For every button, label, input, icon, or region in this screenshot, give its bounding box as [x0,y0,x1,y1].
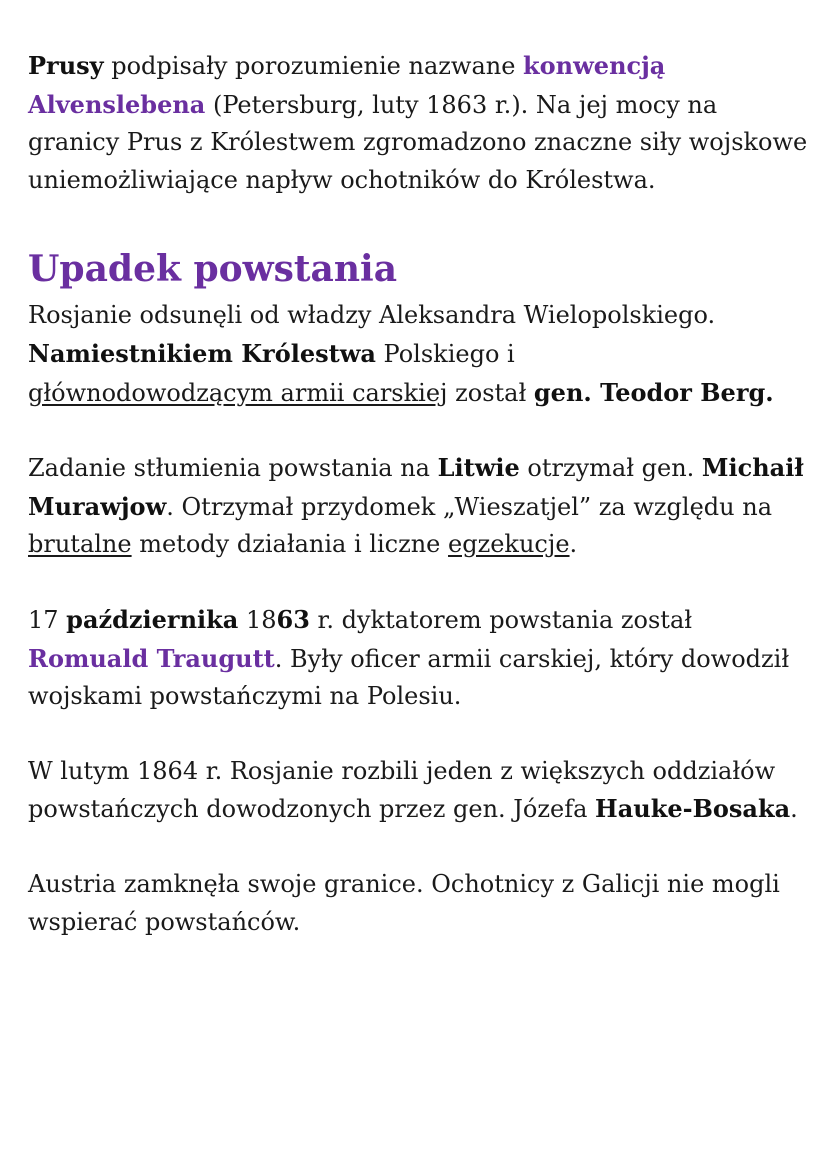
paragraph-murawjow: Zadanie stłumienia powstania na Litwie otrzymał gen. Michaił Murawjow. Otrzymał przydomek „Wieszatjel” za względu na brutalne metody działania i liczne egzekucje. [28,453,804,559]
term-namiestnik: Namiestnikiem Królestwa [28,338,376,368]
term-traugutt: Romuald Traugutt [28,643,275,673]
term-litwie: Litwie [437,453,520,483]
term-prusy: Prusy [28,51,104,80]
term-year-63: 63 [276,604,310,634]
term-glownodowodzacy: głównodowodzącym armii carskiej [28,378,448,407]
term-egzekucje: egzekucje [448,530,570,559]
term-murawjow: Michaił Murawjow [28,453,804,521]
paragraph-hauke-bosak: W lutym 1864 r. Rosjanie rozbili jeden z większych oddziałów powstańczych dowodzonych przez gen. Józefa Hauke-Bosaka. [28,756,798,824]
section-heading: Upadek powstania [28,248,398,291]
paragraph-austria: Austria zamknęła swoje granice. Ochotnicy z Galicji nie mogli wspierać powstańców. [28,869,780,936]
term-pazdziernika: października [66,604,239,634]
paragraph-traugutt: 17 października 1863 r. dyktatorem powstania został Romuald Traugutt. Były oficer armii carskiej, który dowodził wojskami powstańczymi na Polesiu. [28,604,790,711]
term-konwencja-alvenslebena: konwencją Alvenslebena [28,51,666,119]
term-berg: gen. Teodor Berg. [533,377,774,407]
document-page [28,47,808,941]
term-hauke-bosak: Hauke-Bosaka [595,794,791,824]
paragraph-wielopolski: Rosjanie odsunęli od władzy Aleksandra Wielopolskiego. Namiestnikiem Królestwa Polskiego i głównodowodzącym armii carskiej został gen. Teodor Berg. [28,301,774,407]
intro-paragraph: Prusy podpisały porozumienie nazwane konwencją Alvenslebena (Petersburg, luty 1863 r.). Na jej mocy na granicy Prus z Królestwem zgromadzono znaczne siły wojskowe uniemożliwiające napływ ochotników do Królestwa. [28,51,808,194]
term-brutalne: brutalne [28,530,132,559]
